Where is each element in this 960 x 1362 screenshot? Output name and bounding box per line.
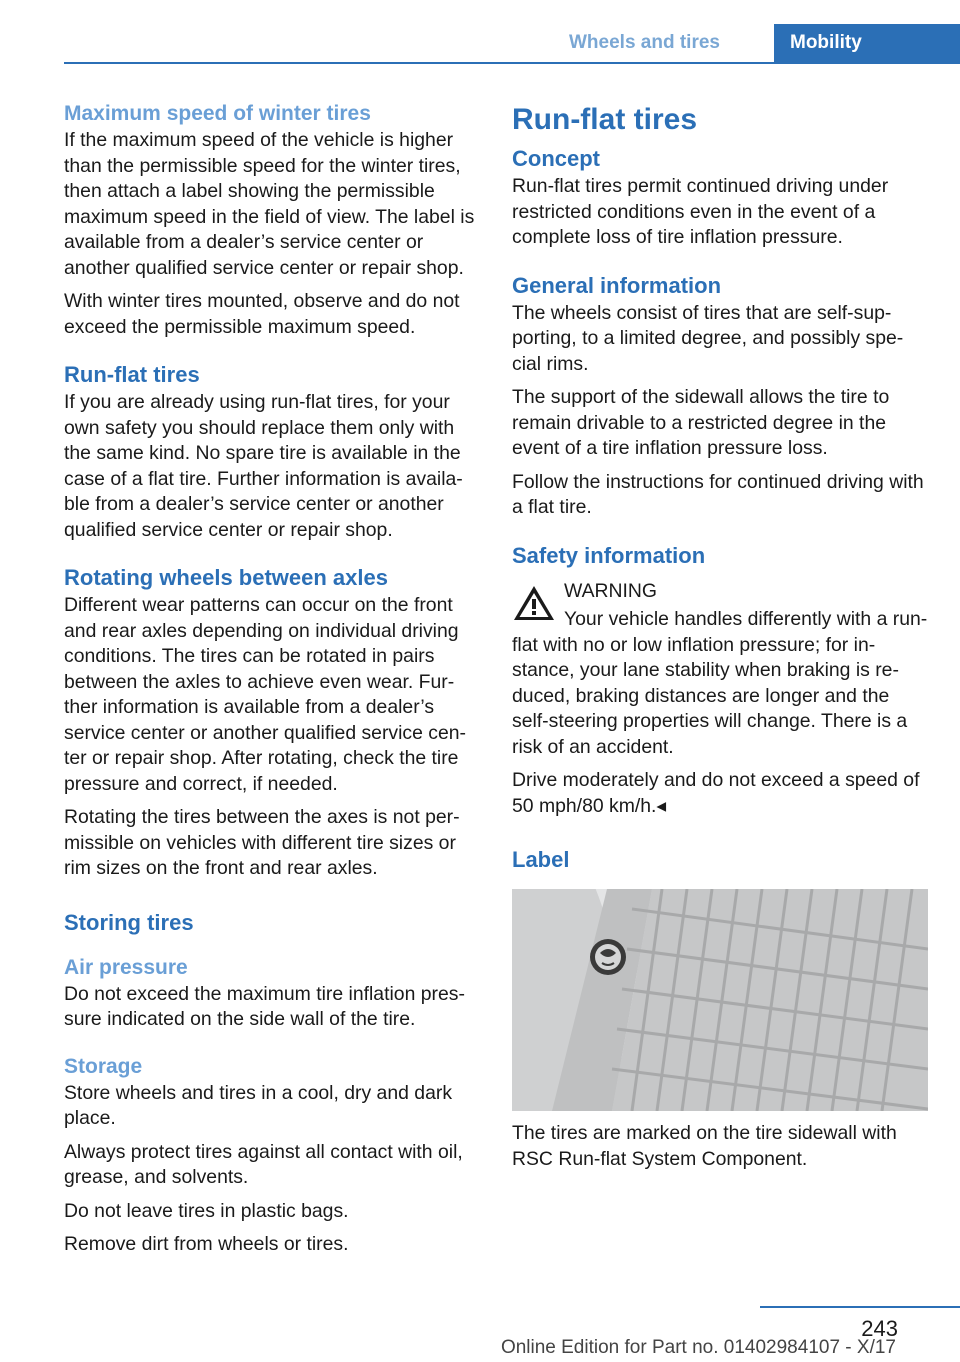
rotating-heading: Rotating wheels between axles bbox=[64, 565, 388, 590]
general-info-paragraph-2: The support of the sidewall allows the tire to remain drivable to a restricted degree in the event of a tire inflation pressure loss. bbox=[512, 386, 890, 459]
label-heading: Label bbox=[512, 847, 570, 872]
storage-paragraph-3: Do not leave tires in plastic bags. bbox=[64, 1199, 349, 1222]
page-number: 243 bbox=[861, 1316, 898, 1341]
label-caption: The tires are marked on the tire sidewall with RSC Run-flat System Component. bbox=[512, 1122, 897, 1170]
rotating-paragraph-1: Different wear patterns can occur on the front and rear axles depending on individual driving conditions. The tires can be rotated in pairs between the axles to achieve even wear. Fur-ther information is available from a dealer’s service center or another qualified service cen-ter or repair shop. After rotating, check the tire pressure and correct, if needed. bbox=[64, 594, 467, 795]
winter-tires-heading: Maximum speed of winter tires bbox=[64, 102, 371, 125]
winter-tires-paragraph-2: With winter tires mounted, observe and do not exceed the permissible maximum speed. bbox=[64, 290, 460, 338]
storage-paragraph-2: Always protect tires against all contact with oil, grease, and solvents. bbox=[64, 1140, 463, 1188]
concept-paragraph: Run-flat tires permit continued driving under restricted conditions even in the event of a complete loss of tire inflation pressure. bbox=[512, 175, 889, 248]
rotating-paragraph-2: Rotating the tires between the axes is not per-missible on vehicles with different tire sizes or rim sizes on the front and rear axles. bbox=[64, 806, 460, 879]
winter-tires-paragraph-1: If the maximum speed of the vehicle is higher than the permissible speed for the winter tires, then attach a label showing the permissible maximum speed in the field of view. The label is available from a dealer’s service center or another qualified service center or repair shop. bbox=[64, 129, 475, 279]
storage-paragraph-1: Store wheels and tires in a cool, dry and dark place. bbox=[64, 1081, 453, 1129]
warning-title: WARNING bbox=[564, 579, 657, 602]
edition-footer: Online Edition for Part no. 01402984107 - X/17 bbox=[500, 1337, 896, 1358]
header-chapter-tab[interactable]: Mobility bbox=[774, 24, 960, 62]
runflat-paragraph: If you are already using run-flat tires, for your own safety you should replace them only with the same kind. No spare tire is available in the case of a flat tire. Further information is availa-ble from a dealer’s service center or another qualified service center or repair shop. bbox=[64, 391, 463, 541]
general-info-heading: General information bbox=[512, 272, 722, 298]
general-info-paragraph-1: The wheels consist of tires that are self-sup-porting, to a limited degree, and possibly spe-cial rims. bbox=[512, 301, 904, 375]
right-column bbox=[512, 100, 928, 1180]
tire-label-illustration bbox=[512, 889, 928, 1111]
runflat-heading: Run-flat tires bbox=[64, 362, 200, 387]
storing-heading: Storing tires bbox=[64, 909, 194, 935]
header-section-tab[interactable]: Wheels and tires bbox=[551, 24, 738, 62]
warning-triangle-icon bbox=[512, 583, 556, 623]
tire-sidewall-image bbox=[512, 889, 928, 1111]
concept-heading: Concept bbox=[512, 146, 600, 171]
section-title: Run-flat tires bbox=[512, 103, 698, 136]
header-rule bbox=[64, 62, 960, 64]
warning-text: Your vehicle handles differently with a run-flat with no or low inflation pressure; for in-stance, your lane stability when braking is re-duced, braking distances are longer and the self-steering properties will change. There is a risk of an accident. bbox=[512, 608, 928, 758]
air-pressure-paragraph: Do not exceed the maximum tire inflation pres-sure indicated on the side wall of the tire. bbox=[64, 982, 465, 1030]
warning-block bbox=[512, 579, 928, 761]
footer-rule bbox=[760, 1306, 960, 1308]
storage-heading: Storage bbox=[64, 1054, 143, 1078]
air-pressure-heading: Air pressure bbox=[64, 955, 188, 979]
safety-info-heading: Safety information bbox=[512, 542, 706, 568]
storage-paragraph-4: Remove dirt from wheels or tires. bbox=[64, 1233, 349, 1255]
warning-paragraph-2: Drive moderately and do not exceed a speed of 50 mph/80 km/h.◂ bbox=[512, 769, 920, 817]
left-column bbox=[64, 100, 480, 1266]
general-info-paragraph-3: Follow the instructions for continued driving with a flat tire. bbox=[512, 470, 924, 518]
